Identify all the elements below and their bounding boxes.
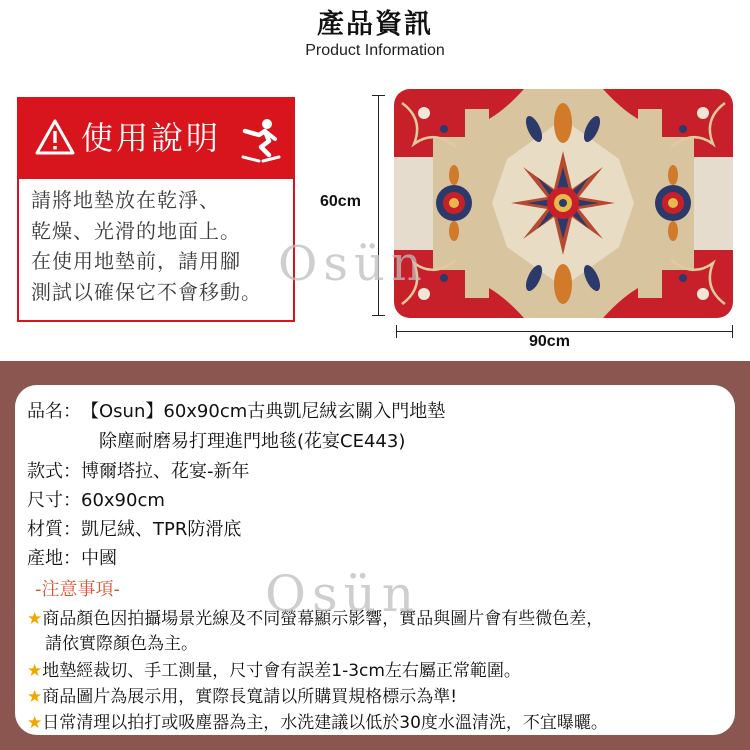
watermark-logo: Osün (265, 565, 421, 623)
spec-label: 品名： (27, 401, 81, 422)
spec-label: 尺寸： (27, 490, 81, 511)
notice-text: 日常清理以拍打或吸塵器為主，水洗建議以低於30度水溫清洗，不宜曝曬。 (42, 713, 608, 733)
spec-row-origin (27, 544, 117, 570)
usage-instructions-title: 使用說明 (81, 119, 222, 157)
width-dimension-tick (732, 325, 733, 338)
height-dimension-tick (372, 315, 385, 316)
notice-item (27, 656, 521, 681)
notice-text: 商品顏色因拍攝場景光線及不同螢幕顯示影響，實品與圖片會有些微色差， (42, 609, 604, 629)
product-details-section (0, 361, 750, 750)
width-dimension-line (396, 331, 732, 332)
width-label: 90cm (529, 333, 570, 350)
star-icon: ★ (27, 661, 43, 681)
width-dimension-tick (396, 325, 397, 338)
spec-value: 中國 (81, 548, 117, 569)
spec-value: 凱尼絨、TPR防滑底 (81, 519, 242, 540)
product-details-card (15, 385, 735, 735)
instruction-line: 請將地墊放在乾淨、 (31, 188, 220, 212)
star-icon: ★ (27, 713, 43, 733)
spec-row-size (27, 486, 165, 512)
height-dimension-tick (372, 95, 385, 96)
watermark-logo: Osün (278, 236, 428, 292)
notice-item (27, 708, 608, 733)
star-icon: ★ (27, 609, 43, 629)
spec-value: 60x90cm (81, 490, 165, 511)
notice-item (27, 682, 457, 707)
spec-value: 【Osun】60x90cm古典凱尼絨玄關入門地墊 (81, 401, 446, 422)
spec-row-style (27, 457, 250, 483)
spec-label: 材質： (27, 519, 81, 540)
spec-row-material (27, 515, 241, 541)
spec-label: 款式： (27, 461, 81, 482)
usage-instructions-text (31, 185, 289, 307)
page-title: 產品資訊 (317, 9, 433, 40)
person-slipping-icon (239, 117, 283, 163)
spec-value-continued: 除塵耐磨易打理進門地毯(花宴CE443) (99, 431, 406, 452)
spec-label: 產地： (27, 548, 81, 569)
product-info-header-section (0, 0, 750, 361)
height-dimension-line (378, 95, 379, 315)
notice-text: 地墊經裁切、手工測量，尺寸會有誤差1-3cm左右屬正常範圍。 (42, 661, 521, 681)
star-icon: ★ (27, 687, 43, 707)
instruction-line: 乾燥、光滑的地面上。 (31, 218, 241, 243)
instruction-line: 測試以確保它不會移動。 (31, 279, 262, 304)
notice-text-continued: 請依實際顏色為主。 (45, 634, 198, 654)
height-label: 60cm (318, 191, 363, 213)
usage-instructions-box (17, 97, 295, 322)
instruction-line: 在使用地墊前，請用腳 (31, 249, 241, 273)
usage-instructions-header (19, 99, 293, 179)
notice-item (27, 604, 603, 629)
rug-product-image (394, 89, 733, 318)
page-subtitle: Product Information (305, 42, 445, 59)
spec-row-name (27, 397, 445, 423)
notice-text: 商品圖片為展示用，實際長寬請以所購買規格標示為準! (42, 687, 458, 707)
notice-title: -注意事項- (35, 579, 120, 600)
warning-triangle-icon (35, 119, 75, 155)
spec-value: 博爾塔拉、花宴-新年 (81, 461, 250, 482)
